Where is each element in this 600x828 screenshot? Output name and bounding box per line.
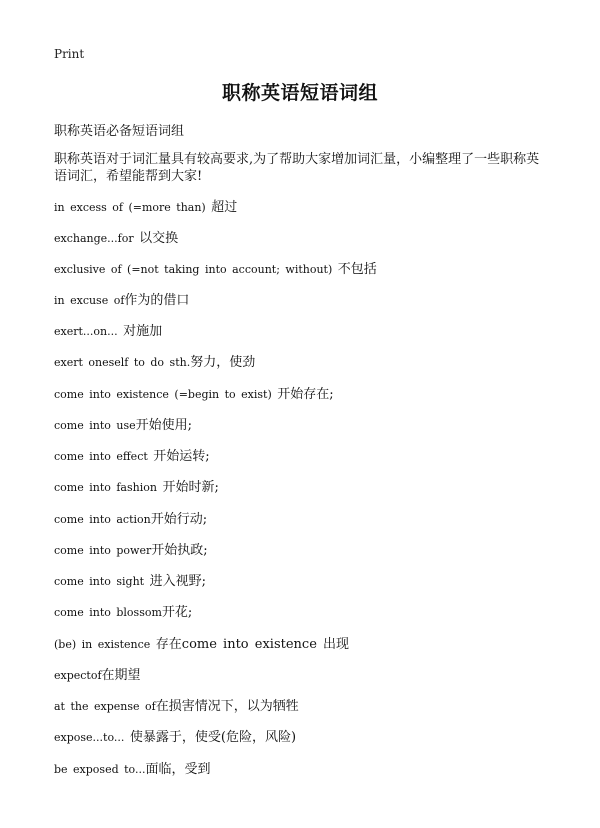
phrase-entry: [54, 668, 141, 684]
phrase-entry: [54, 231, 178, 247]
phrase-chinese: 开始时新;: [162, 480, 219, 495]
phrase-entry: [54, 262, 377, 278]
phrase-chinese: 努力，使劲: [190, 355, 256, 370]
phrase-entry: [54, 293, 189, 309]
phrase-chinese: 开花;: [161, 605, 193, 620]
phrase-english: expectof: [54, 669, 102, 682]
phrase-entry: [54, 512, 207, 528]
phrase-chinese: 开始行动;: [150, 512, 208, 527]
phrase-chinese: 进入视野;: [149, 574, 206, 589]
intro-paragraph: 职称英语对于词汇量具有较高要求,为了帮助大家增加词汇量，小编整理了一些职称英语词汇，希望能帮到大家!: [54, 152, 540, 184]
phrase-entry: [54, 480, 219, 496]
phrase-english: come into action: [54, 513, 151, 526]
phrase-english: come into blossom: [54, 606, 162, 619]
phrase-chinese: 面临，受到: [145, 762, 211, 777]
phrase-chinese: 超过: [211, 200, 238, 215]
phrase-english: in excess of (=more than): [54, 201, 206, 214]
phrase-entry: [54, 762, 210, 778]
phrase-entry: [54, 418, 192, 434]
phrase-chinese: 开始使用;: [135, 418, 192, 433]
phrase-chinese: 开始存在;: [277, 387, 334, 402]
document-subtitle: 职称英语必备短语词组: [54, 124, 185, 139]
phrase-english: come into power: [54, 544, 152, 557]
phrase-entry: [54, 637, 349, 653]
phrase-chinese: 不包括: [337, 262, 377, 277]
phrase-entry: [54, 605, 192, 621]
phrase-english: at the expense of: [54, 700, 156, 713]
phrase-english: in excuse of: [54, 294, 125, 307]
phrase-english: exert...on...: [54, 325, 118, 338]
phrase-english: expose...to...: [54, 731, 125, 744]
phrase-english: come into existence (=begin to exist): [54, 388, 272, 401]
phrase-entry: [54, 699, 299, 715]
phrase-entry: [54, 355, 255, 371]
phrase-english: come into fashion: [54, 481, 157, 494]
phrase-english: come into sight: [54, 575, 145, 588]
phrase-chinese: 存在come into existence 出现: [155, 637, 350, 652]
phrase-chinese: 开始执政;: [151, 543, 208, 558]
phrase-entry: [54, 730, 296, 746]
phrase-entry: [54, 387, 334, 403]
phrase-chinese: 使暴露于，使受(危险，风险): [129, 730, 297, 745]
print-link[interactable]: Print: [54, 47, 85, 61]
phrase-chinese: 以交换: [139, 231, 179, 246]
phrase-entry: [54, 543, 208, 559]
document-title: 职称英语短语词组: [221, 82, 378, 104]
phrase-english: exchange...for: [54, 232, 134, 245]
phrase-chinese: 作为的借口: [124, 293, 190, 308]
phrase-entry: [54, 324, 162, 340]
phrase-chinese: 开始运转;: [153, 449, 210, 464]
phrase-english: be exposed to...: [54, 763, 146, 776]
phrase-english: come into effect: [54, 450, 148, 463]
phrase-english: exert oneself to do sth.: [54, 356, 191, 369]
phrase-chinese: 在损害情况下，以为牺牲: [155, 699, 299, 714]
phrase-entry: [54, 574, 206, 590]
phrase-english: exclusive of (=not taking into account; without): [54, 263, 333, 276]
phrase-english: (be) in existence: [54, 638, 151, 651]
phrase-entry: [54, 200, 237, 216]
phrase-entry: [54, 449, 210, 465]
phrase-chinese: 对施加: [123, 324, 163, 339]
phrase-chinese: 在期望: [101, 668, 141, 683]
phrase-english: come into use: [54, 419, 136, 432]
